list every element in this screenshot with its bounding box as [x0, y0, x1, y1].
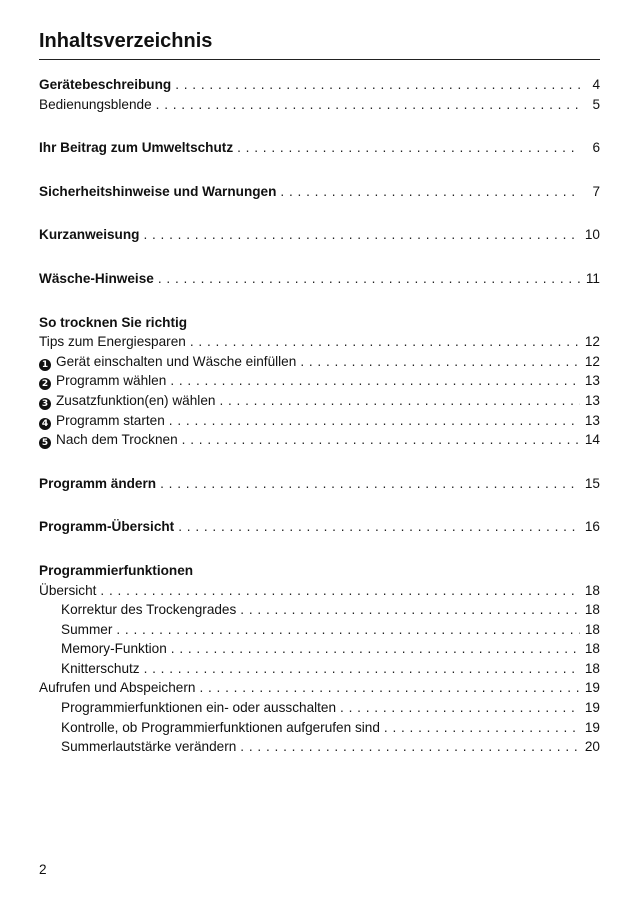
toc-entry-text: Kurzanweisung [39, 227, 140, 243]
page-title: Inhaltsverzeichnis [39, 30, 600, 60]
toc-entry[interactable] [39, 352, 600, 372]
toc-entry[interactable] [39, 698, 600, 718]
toc-entry-label [39, 138, 233, 158]
dot-leader [144, 659, 580, 679]
step-number-icon: 5 [39, 437, 51, 449]
toc-entry-label [39, 352, 296, 372]
toc-entry-text: Nach dem Trocknen [56, 432, 178, 448]
toc-entry-text: Korrektur des Trockengrades [61, 602, 237, 618]
toc-entry-label [39, 332, 186, 352]
toc-page-number: 18 [584, 621, 600, 637]
toc-entry-text: Memory-Funktion [61, 641, 167, 657]
dot-leader [219, 391, 580, 411]
toc-entry-text: Programm starten [56, 412, 165, 428]
toc-page-number: 13 [584, 373, 600, 389]
toc-entry-text: Übersicht [39, 582, 97, 598]
dot-leader [240, 600, 580, 620]
toc-page-number: 12 [584, 334, 600, 350]
toc-page-number: 20 [584, 739, 600, 755]
dot-leader [178, 517, 580, 537]
dot-leader [170, 371, 580, 391]
toc-entry-text: Aufrufen und Abspeichern [39, 680, 196, 696]
toc-entry[interactable] [39, 371, 600, 391]
toc-entry-text: Knitterschutz [61, 660, 140, 676]
toc-page-number: 10 [584, 227, 600, 243]
step-number-icon: 3 [39, 398, 51, 410]
dot-leader [156, 95, 580, 115]
toc-entry-label [39, 371, 166, 391]
toc-entry[interactable] [39, 474, 600, 494]
toc-entry-label [39, 269, 154, 289]
toc-entry-label [39, 391, 215, 411]
toc-page-number: 18 [584, 602, 600, 618]
toc-page-number: 12 [584, 353, 600, 369]
dot-leader [237, 138, 580, 158]
toc-entry[interactable] [39, 411, 600, 431]
toc-entry[interactable] [39, 718, 600, 738]
toc-entry[interactable] [39, 737, 600, 757]
toc-entry[interactable] [39, 75, 600, 95]
toc-entry-label [39, 517, 174, 537]
toc-entry[interactable] [39, 517, 600, 537]
toc-entry-label [39, 737, 236, 757]
toc-page-number: 13 [584, 392, 600, 408]
toc-entry-label [39, 659, 140, 679]
toc-entry-label [39, 718, 380, 738]
toc-entry-text: Programm wählen [56, 373, 167, 389]
toc-entry-text: Kontrolle, ob Programmierfunktionen aufgerufen sind [61, 719, 380, 735]
dot-leader [160, 474, 580, 494]
toc-entry-label [39, 430, 178, 450]
toc-page-number: 5 [592, 96, 600, 112]
dot-leader [300, 352, 580, 372]
toc-entry[interactable] [39, 620, 600, 640]
toc-entry-label [39, 600, 236, 620]
dot-leader [280, 182, 580, 202]
table-of-contents [39, 75, 600, 757]
toc-page-number: 19 [584, 700, 600, 716]
toc-entry-label [39, 581, 96, 601]
footer-page-number: 2 [39, 862, 47, 877]
toc-entry-text: Summer [61, 621, 113, 637]
toc-entry-text: Bedienungsblende [39, 96, 152, 112]
dot-leader [182, 430, 580, 450]
toc-entry[interactable] [39, 678, 600, 698]
toc-entry[interactable] [39, 639, 600, 659]
toc-section-heading: So trocknen Sie richtig [39, 314, 188, 330]
step-number-icon: 4 [39, 418, 51, 430]
toc-page-number: 4 [592, 77, 600, 92]
toc-entry-text: Gerätebeschreibung [39, 77, 172, 92]
dot-leader [143, 225, 580, 245]
toc-entry-label [39, 225, 139, 245]
dot-leader [169, 411, 580, 431]
toc-page-number: 18 [584, 660, 600, 676]
toc-entry-label [39, 678, 195, 698]
toc-entry-label [39, 620, 112, 640]
dot-leader [190, 332, 580, 352]
toc-entry-label [39, 698, 336, 718]
toc-page-number: 13 [584, 412, 600, 428]
toc-page-number: 11 [585, 270, 600, 286]
toc-entry-text: Programmierfunktionen ein- oder ausschalten [61, 700, 337, 716]
toc-entry-text: Zusatzfunktion(en) wählen [56, 392, 216, 408]
toc-entry-text: Ihr Beitrag zum Umweltschutz [39, 140, 234, 156]
dot-leader [158, 269, 580, 289]
toc-page-number: 19 [584, 680, 600, 696]
toc-entry-label [39, 182, 276, 202]
toc-entry-label [39, 411, 165, 431]
toc-page-number: 14 [584, 432, 600, 448]
toc-entry[interactable] [39, 182, 600, 202]
dot-leader [384, 718, 580, 738]
toc-entry-text: Summerlautstärke verändern [61, 739, 237, 755]
step-number-icon: 2 [39, 378, 51, 390]
toc-page-number: 18 [584, 582, 600, 598]
toc-page-number: 15 [584, 475, 600, 491]
dot-leader [116, 620, 580, 640]
toc-page-number: 19 [584, 719, 600, 735]
toc-entry[interactable] [39, 332, 600, 352]
toc-entry[interactable] [39, 600, 600, 620]
toc-entry-label [39, 75, 171, 95]
toc-entry[interactable] [39, 391, 600, 411]
toc-entry[interactable] [39, 659, 600, 679]
toc-entry-text: Programm-Übersicht [39, 519, 175, 535]
step-number-icon: 1 [39, 359, 51, 371]
toc-entry-text: Wäsche-Hinweise [39, 270, 154, 286]
toc-entry-text: Tips zum Energiesparen [39, 334, 186, 350]
dot-leader [240, 737, 580, 757]
toc-section-heading: Programmierfunktionen [39, 562, 194, 578]
toc-entry[interactable] [39, 225, 600, 245]
dot-leader [340, 698, 580, 718]
toc-entry-label [39, 639, 167, 659]
dot-leader [199, 678, 580, 698]
toc-entry-label [39, 474, 156, 494]
toc-entry[interactable] [39, 95, 600, 115]
toc-page-number: 18 [584, 641, 600, 657]
toc-page-number: 16 [584, 519, 600, 535]
toc-page-number: 7 [592, 183, 600, 199]
toc-entry-text: Sicherheitshinweise und Warnungen [39, 183, 277, 199]
toc-entry[interactable] [39, 269, 600, 289]
dot-leader [100, 581, 580, 601]
toc-entry-text: Gerät einschalten und Wäsche einfüllen [56, 353, 297, 369]
toc-page-number: 6 [592, 140, 600, 156]
toc-entry[interactable] [39, 581, 600, 601]
dot-leader [175, 75, 580, 95]
toc-entry[interactable] [39, 138, 600, 158]
toc-entry-text: Programm ändern [39, 475, 157, 491]
toc-entry[interactable] [39, 430, 600, 450]
toc-entry-label [39, 95, 152, 115]
dot-leader [171, 639, 580, 659]
